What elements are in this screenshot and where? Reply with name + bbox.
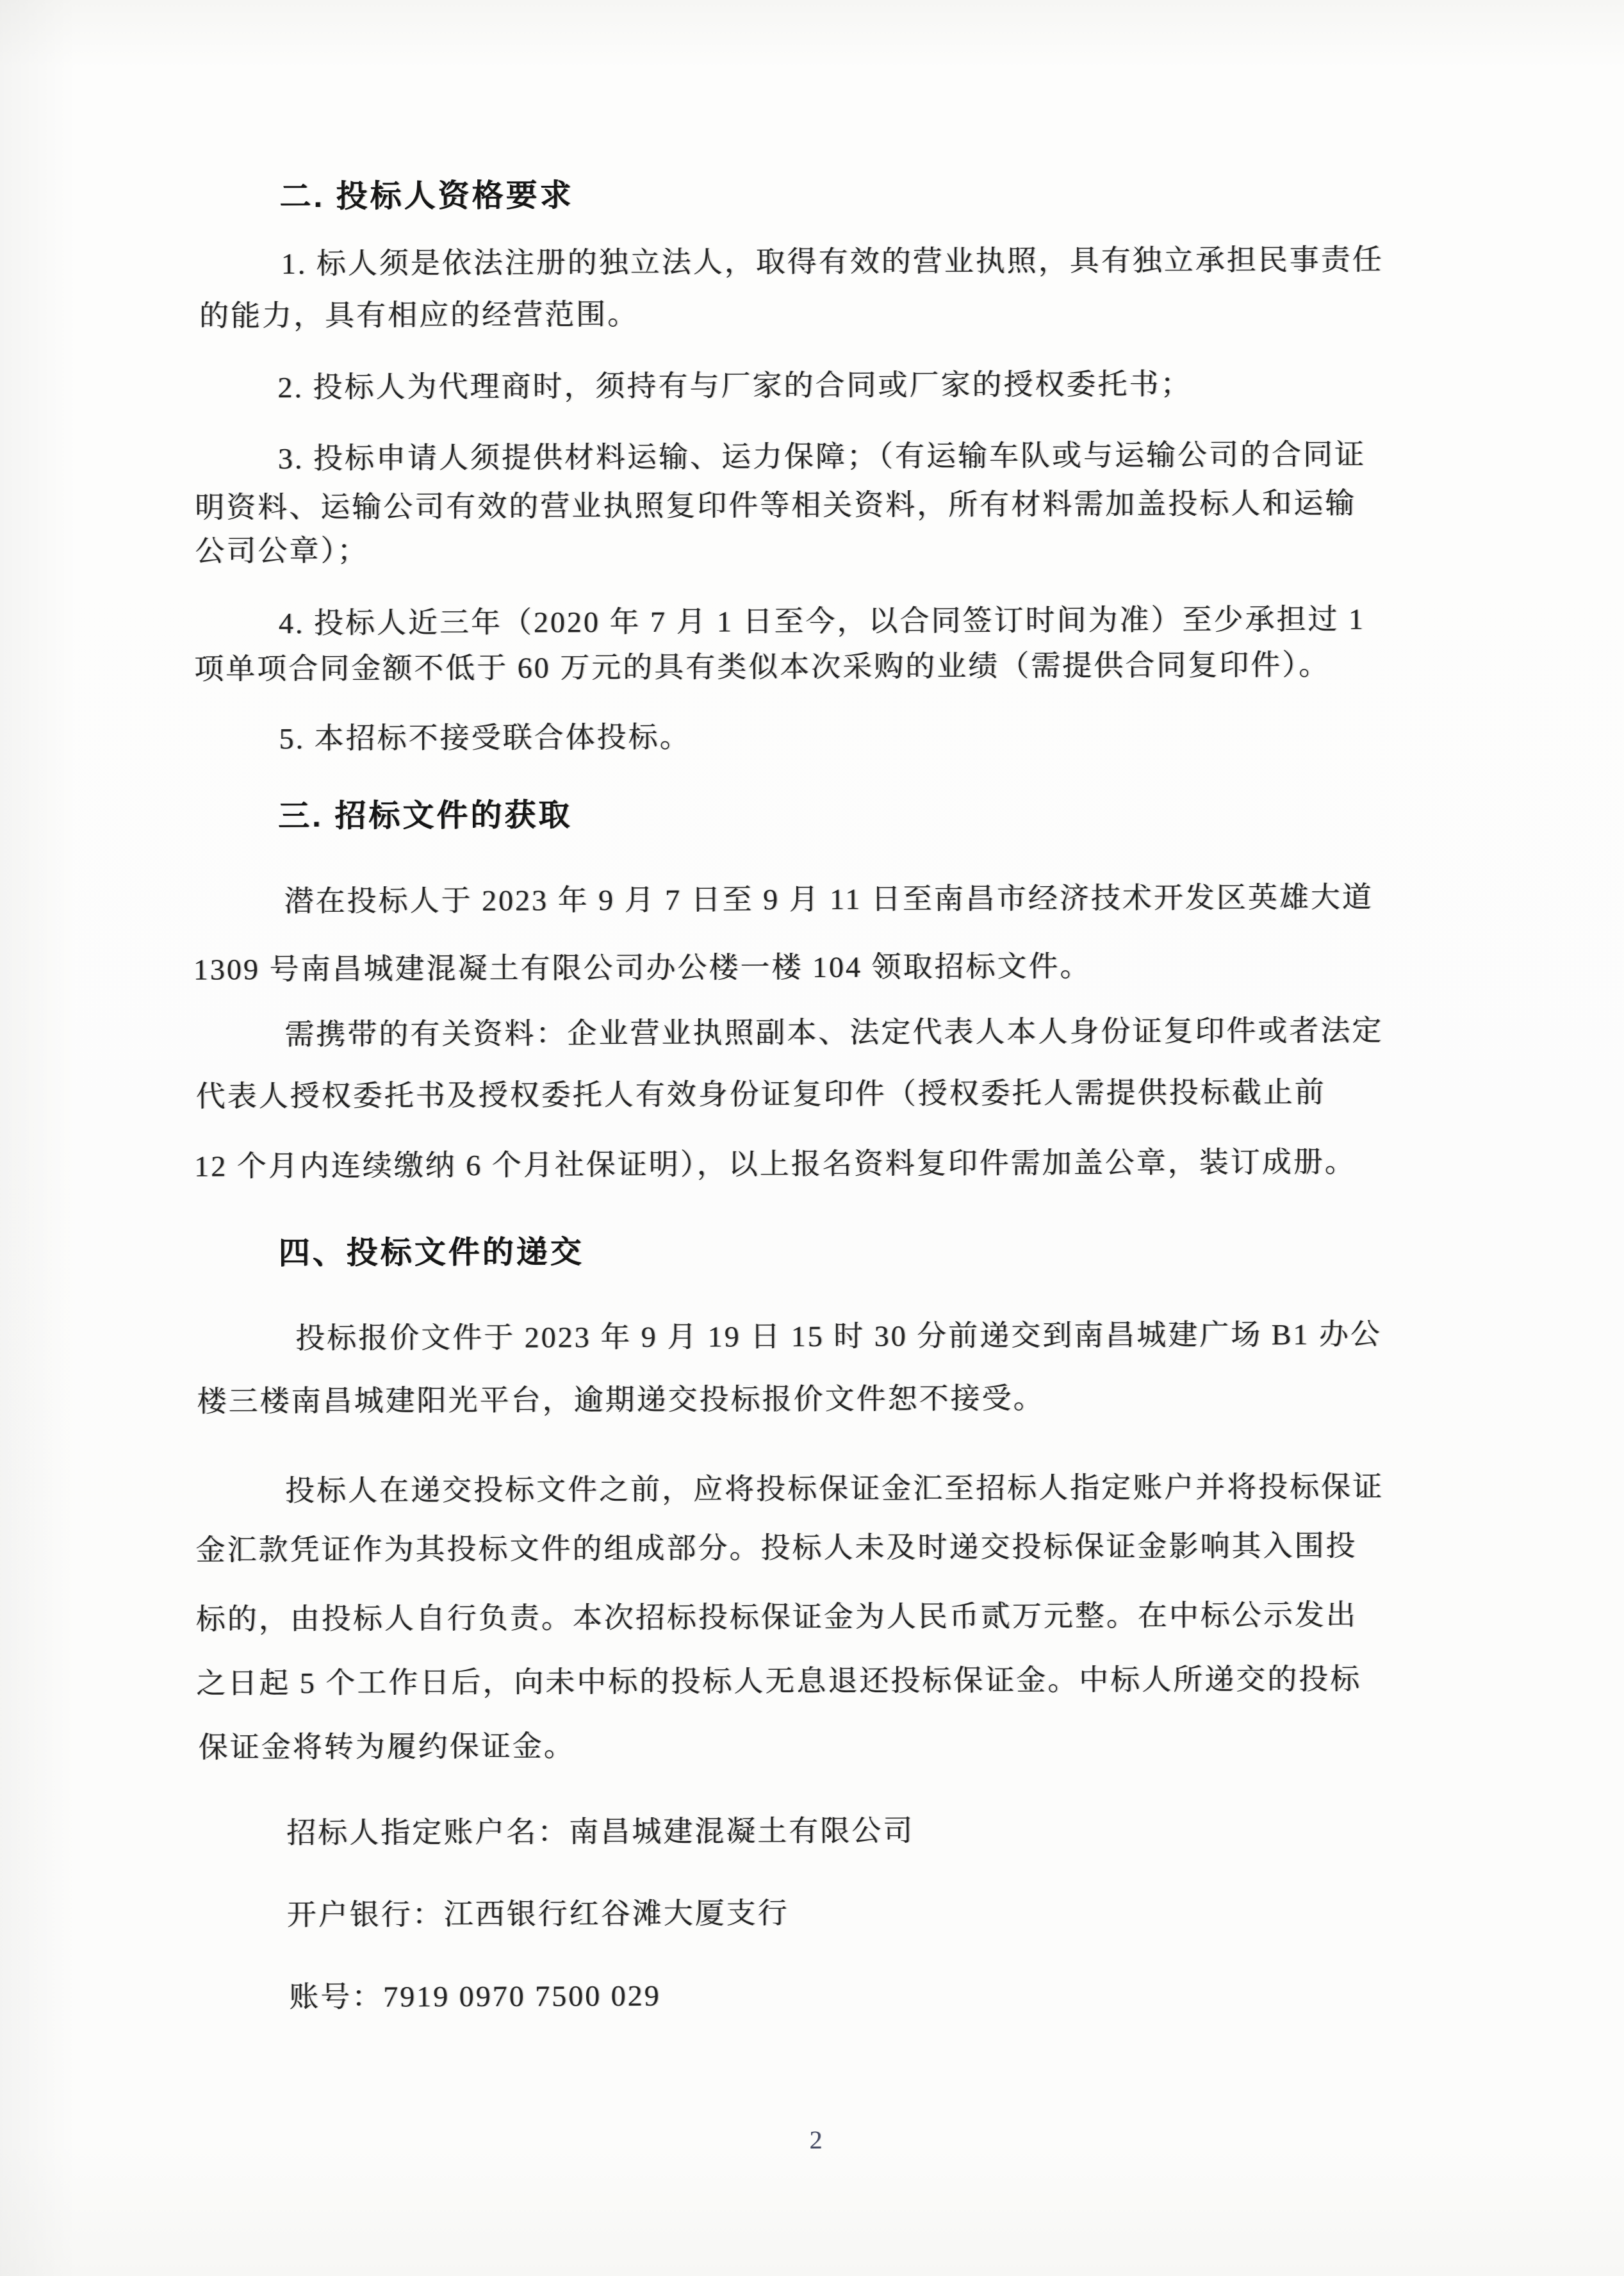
paragraph-line: 的能力，具有相应的经营范围。 — [199, 298, 639, 333]
account-number-line: 账号：7919 0970 7500 029 — [289, 1979, 661, 2014]
paragraph-line: 金汇款凭证作为其投标文件的组成部分。投标人未及时递交投标保证金影响其入围投 — [195, 1529, 1357, 1567]
paragraph-line: 1. 标人须是依法注册的独立法人，取得有效的营业执照，具有独立承担民事责任 — [281, 243, 1384, 281]
paragraph-line: 12 个月内连续缴纳 6 个月社保证明），以上报名资料复印件需加盖公章，装订成册。 — [194, 1145, 1356, 1183]
section-heading-bid-submission: 四、投标文件的递交 — [278, 1235, 584, 1271]
page-number: 2 — [809, 2125, 823, 2155]
paragraph-line: 投标报价文件于 2023 年 9 月 19 日 15 时 30 分前递交到南昌城建广场 B1 办公 — [295, 1317, 1382, 1355]
account-name-line: 招标人指定账户名：南昌城建混凝土有限公司 — [286, 1814, 915, 1850]
scan-speck-artifact — [234, 494, 251, 499]
bank-name-line: 开户银行：江西银行红谷滩大厦支行 — [286, 1897, 789, 1932]
paragraph-line: 公司公章）； — [195, 534, 369, 568]
paragraph-line: 4. 投标人近三年（2020 年 7 月 1 日至今，以合同签订时间为准）至少承担过 1 — [278, 602, 1365, 640]
paragraph-line: 1309 号南昌城建混凝土有限公司办公楼一楼 104 领取招标文件。 — [193, 950, 1092, 986]
paragraph-line: 保证金将转为履约保证金。 — [198, 1729, 575, 1764]
paragraph-line: 5. 本招标不接受联合体投标。 — [279, 720, 691, 755]
paragraph-line: 投标人在递交投标文件之前，应将投标保证金汇至招标人指定账户并将投标保证 — [285, 1470, 1384, 1508]
paragraph-line: 项单项合同金额不低于 60 万元的具有类似本次采购的业绩（需提供合同复印件）。 — [194, 648, 1331, 686]
section-heading-obtaining-tender-documents: 三. 招标文件的获取 — [277, 798, 573, 834]
paragraph-line: 需携带的有关资料：企业营业执照副本、法定代表人本人身份证复印件或者法定 — [284, 1014, 1384, 1051]
paragraph-line: 潜在投标人于 2023 年 9 月 7 日至 9 月 11 日至南昌市经济技术开发区英雄大道 — [284, 880, 1374, 918]
paragraph-line: 明资料、运输公司有效的营业执照复印件等相关资料，所有材料需加盖投标人和运输 — [195, 486, 1357, 524]
paragraph-line: 代表人授权委托书及授权委托人有效身份证复印件（授权委托人需提供投标截止前 — [195, 1075, 1326, 1113]
paragraph-line: 楼三楼南昌城建阳光平台，逾期递交投标报价文件恕不接受。 — [197, 1381, 1045, 1418]
paragraph-line: 3. 投标申请人须提供材料运输、运力保障；（有运输车队或与运输公司的合同证 — [277, 438, 1366, 475]
paragraph-line: 2. 投标人为代理商时，须持有与厂家的合同或厂家的授权委托书； — [277, 367, 1192, 404]
paragraph-line: 之日起 5 个工作日后，向未中标的投标人无息退还投标保证金。中标人所递交的投标 — [196, 1662, 1362, 1700]
section-heading-bidder-qualifications: 二. 投标人资格要求 — [279, 178, 574, 215]
paragraph-line: 标的，由投标人自行负责。本次招标投标保证金为人民币贰万元整。在中标公示发出 — [195, 1598, 1357, 1636]
